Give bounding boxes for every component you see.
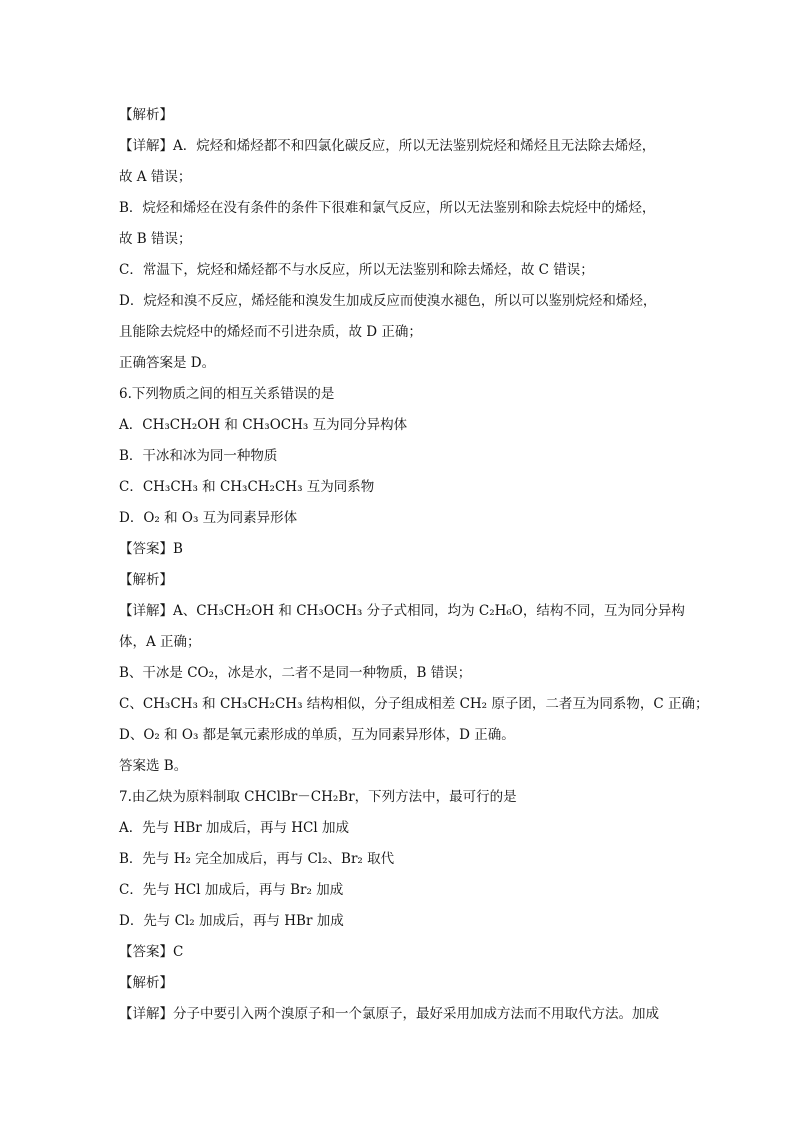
question-7-option-c: C．先与 HCl 加成后，再与 Br₂ 加成 (119, 882, 344, 898)
question-7-stem: 7.由乙炔为原料制取 CHClBr－CH₂Br，下列方法中，最可行的是 (119, 789, 517, 805)
question-6-detail-line: D、O₂ 和 O₃ 都是氧元素形成的单质，互为同素异形体，D 正确。 (119, 727, 515, 743)
question-6-answer: 【答案】B (119, 541, 183, 557)
detail-line: 故 B 错误； (119, 231, 192, 247)
question-7-option-a: A．先与 HBr 加成后，再与 HCl 加成 (119, 820, 349, 836)
detail-line: B．烷烃和烯烃在没有条件的条件下很难和氯气反应，所以无法鉴别和除去烷烃中的烯烃， (119, 200, 656, 216)
question-6-detail-line: 体，A 正确； (119, 634, 201, 650)
question-6-stem: 6.下列物质之间的相互关系错误的是 (119, 386, 335, 402)
correct-answer-line: 正确答案是 D。 (119, 355, 216, 371)
question-7-analysis-heading: 【解析】 (119, 975, 173, 991)
question-6-detail-line: C、CH₃CH₃ 和 CH₃CH₂CH₃ 结构相似，分子组成相差 CH₂ 原子团，二者互为同系物，C 正确； (119, 696, 709, 712)
question-6-option-c: C．CH₃CH₃ 和 CH₃CH₂CH₃ 互为同系物 (119, 479, 375, 495)
question-6-answer-choice: 答案选 B。 (119, 758, 188, 774)
question-7-answer: 【答案】C (119, 944, 184, 960)
question-6-detail-line: 【详解】A、CH₃CH₂OH 和 CH₃OCH₃ 分子式相同，均为 C₂H₆O，结构不同，互为同分异构 (119, 603, 685, 619)
question-6-analysis-heading: 【解析】 (119, 572, 173, 588)
detail-line: 【详解】A．烷烃和烯烃都不和四氯化碳反应，所以无法鉴别烷烃和烯烃且无法除去烯烃， (119, 138, 656, 154)
detail-line: 故 A 错误； (119, 169, 192, 185)
document-body (119, 100, 709, 1030)
detail-line: D．烷烃和溴不反应，烯烃能和溴发生加成反应而使溴水褪色，所以可以鉴别烷烃和烯烃， (119, 293, 657, 309)
question-6-option-d: D．O₂ 和 O₃ 互为同素异形体 (119, 510, 298, 526)
question-7-option-b: B．先与 H₂ 完全加成后，再与 Cl₂、Br₂ 取代 (119, 851, 395, 867)
question-6-option-b: B．干冰和冰为同一种物质 (119, 448, 278, 464)
question-7-option-d: D．先与 Cl₂ 加成后，再与 HBr 加成 (119, 913, 344, 929)
detail-line: 且能除去烷烃中的烯烃而不引进杂质，故 D 正确； (119, 324, 422, 340)
question-7-detail-line: 【详解】分子中要引入两个溴原子和一个氯原子，最好采用加成方法而不用取代方法。加成 (119, 1006, 659, 1022)
question-6-option-a: A．CH₃CH₂OH 和 CH₃OCH₃ 互为同分异构体 (119, 417, 408, 433)
analysis-heading: 【解析】 (119, 107, 173, 123)
question-6-detail-line: B、干冰是 CO₂，冰是水，二者不是同一种物质，B 错误； (119, 665, 472, 681)
detail-line: C．常温下，烷烃和烯烃都不与水反应，所以无法鉴别和除去烯烃，故 C 错误； (119, 262, 594, 278)
